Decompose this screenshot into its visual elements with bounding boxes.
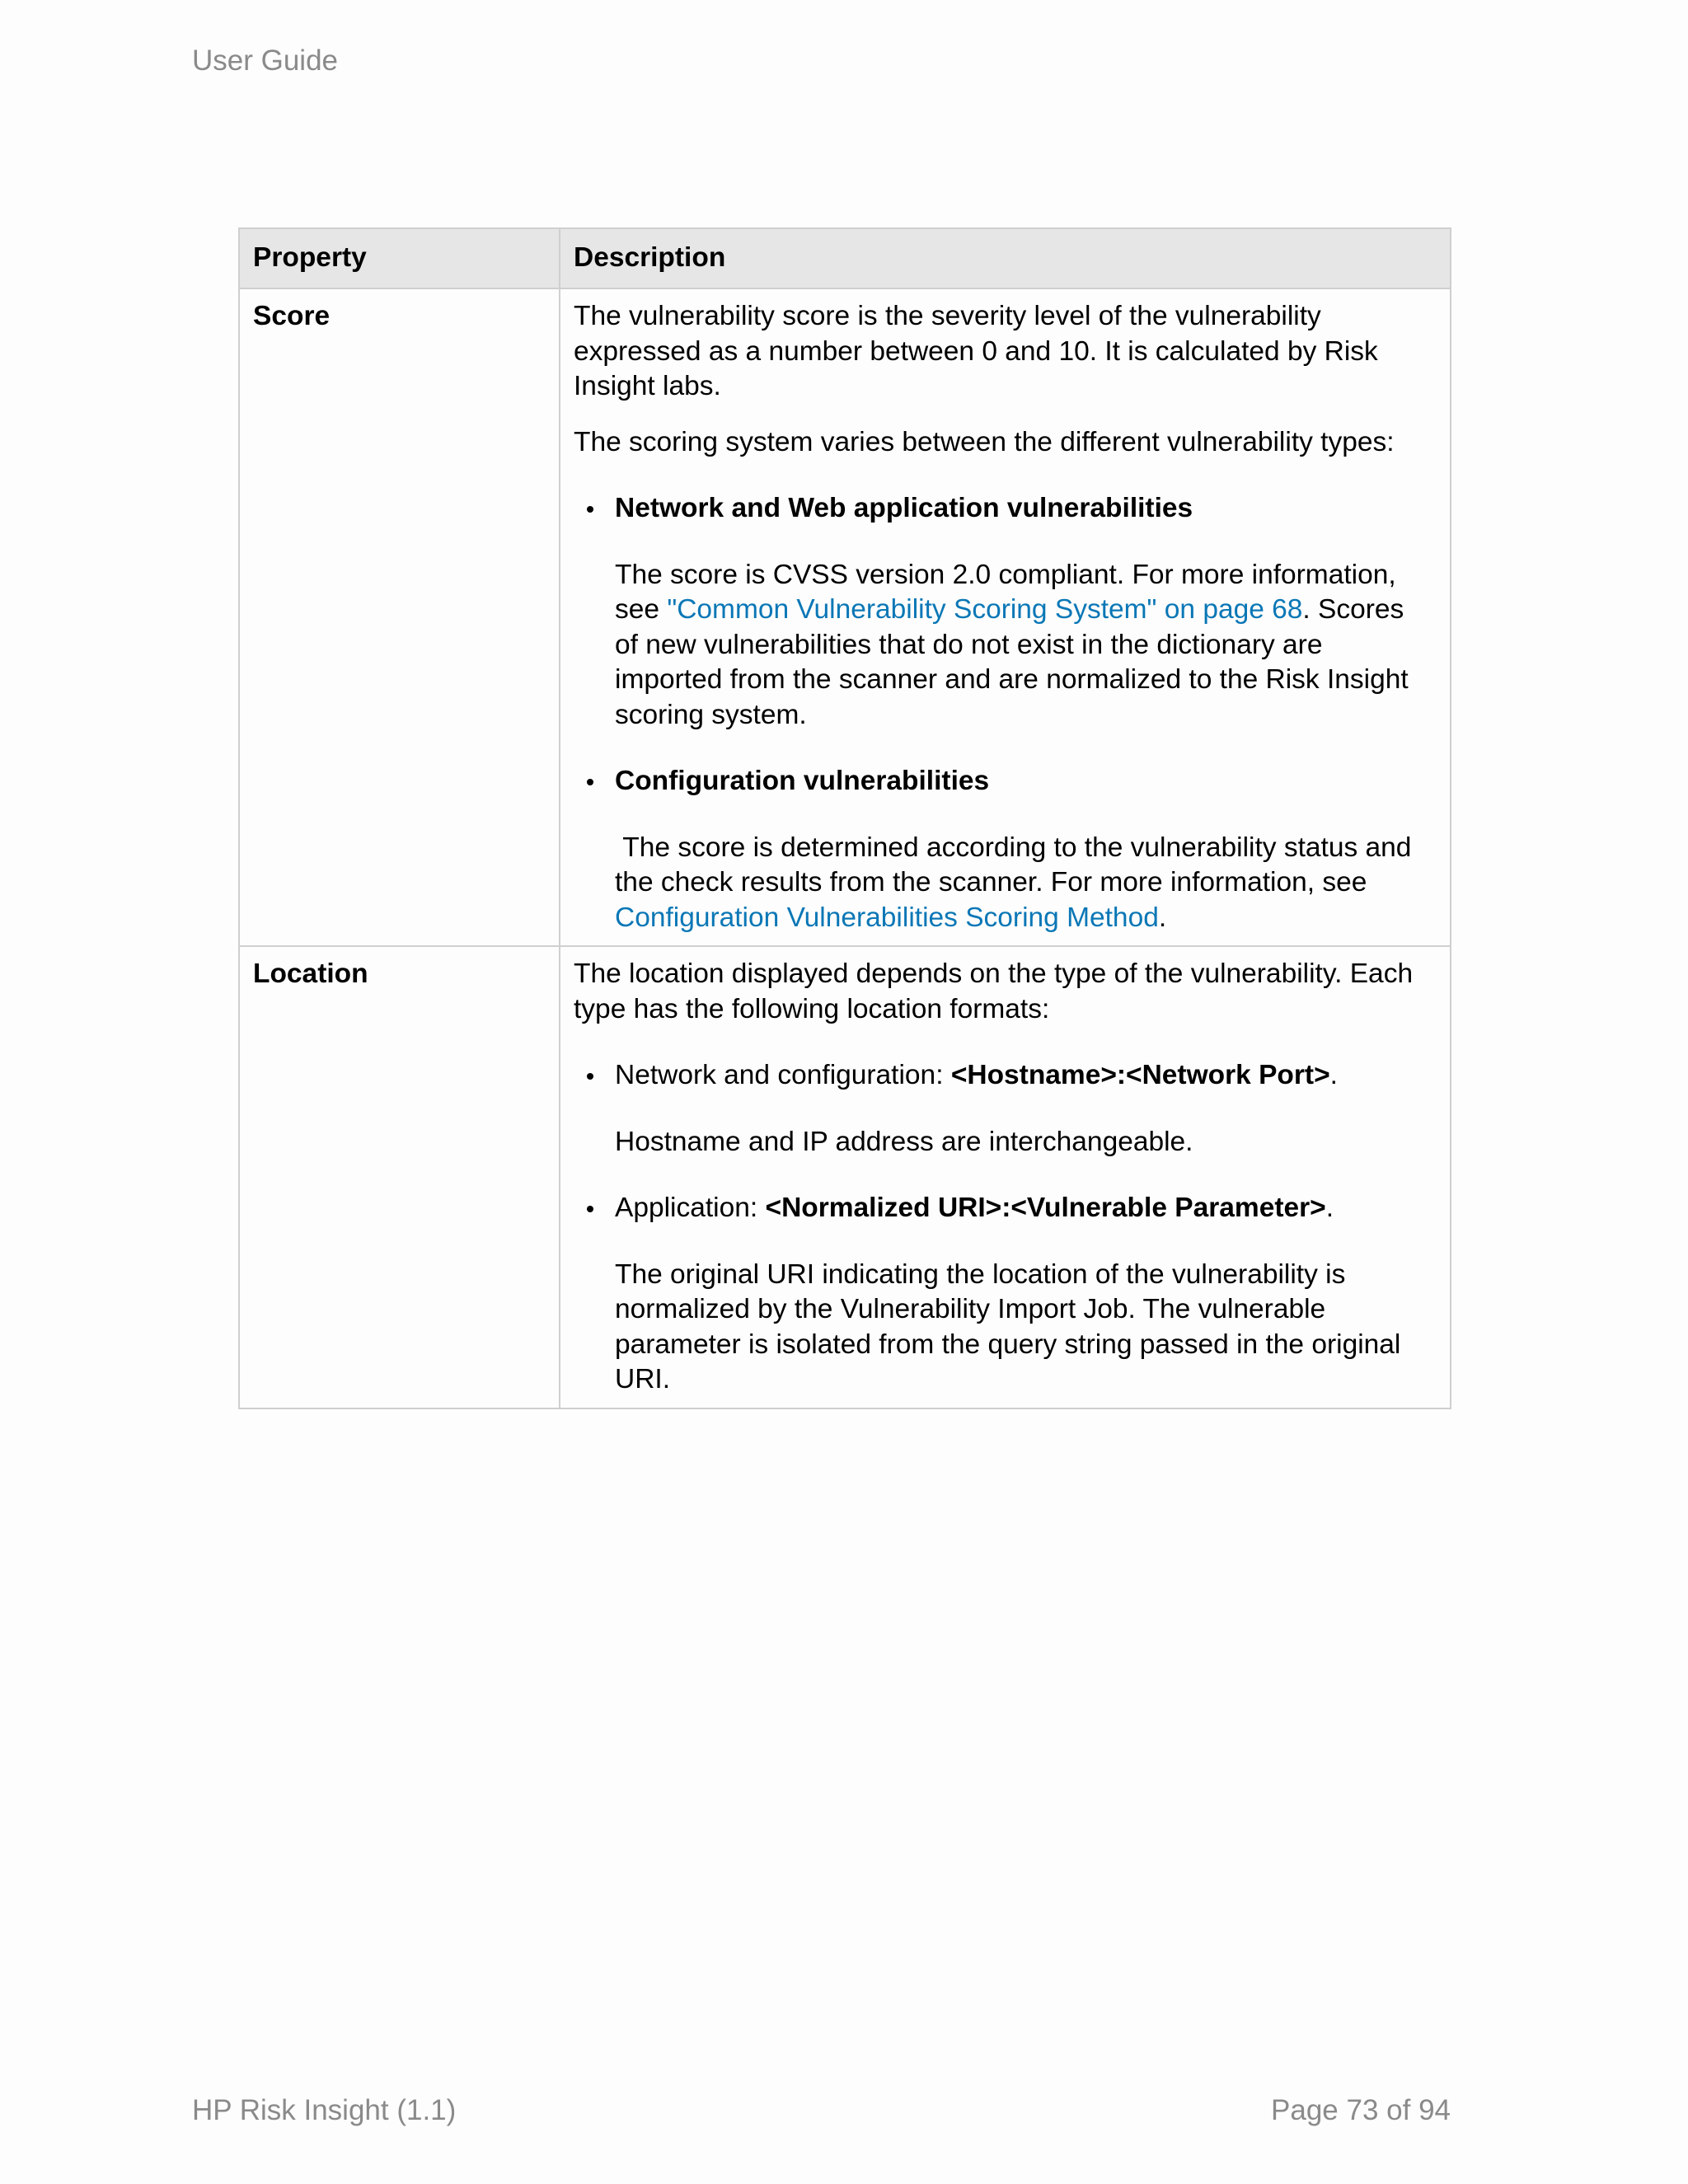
text-segment: The score is CVSS version 2.0 compliant. For more information, see xyxy=(615,559,1396,625)
table-row-score xyxy=(239,288,1451,946)
text-segment: . xyxy=(1158,902,1167,933)
list-item xyxy=(574,764,1432,799)
bullet-icon xyxy=(587,506,593,513)
table-row-location xyxy=(239,946,1451,1408)
score-intro: The vulnerability score is the severity level of the vulnerability expressed as a number between 0 and 10. It is calculated by Risk Insight labs. xyxy=(574,301,1378,401)
running-header: User Guide xyxy=(192,45,339,77)
bullet-heading-configuration: Configuration vulnerabilities xyxy=(615,766,990,796)
property-table xyxy=(238,227,1451,1409)
text-segment: Application: xyxy=(615,1193,766,1223)
text-segment: . Scores of new vulnerabilities that do not exist in the dictionary are imported from the scanner and are normalized to the Risk Insight scoring system. xyxy=(615,594,1409,730)
text-segment: . xyxy=(1329,1060,1338,1090)
list-item xyxy=(574,491,1432,527)
text-segment: . xyxy=(1325,1193,1334,1223)
text-segment: The score is determined according to the vulnerability status and the check results from the scanner. For more information, see xyxy=(615,832,1412,898)
bullet-icon xyxy=(587,1206,593,1212)
application-location-note: The original URI indicating the location of the vulnerability is normalized by the Vulnerability Import Job. The vulnerable parameter is isolated from the query string passed in the original URI. xyxy=(615,1258,1401,1394)
table-header-row xyxy=(239,228,1451,288)
footer-page-number: Page 73 of 94 xyxy=(1271,2094,1451,2126)
network-location-format: <Hostname>:<Network Port> xyxy=(950,1060,1330,1090)
footer-product: HP Risk Insight (1.1) xyxy=(192,2094,457,2126)
configuration-description xyxy=(574,831,1432,936)
bullet-heading-network-web: Network and Web application vulnerabilities xyxy=(615,493,1193,523)
network-location-note: Hostname and IP address are interchangeable. xyxy=(615,1126,1193,1157)
application-location-format: <Normalized URI>:<Vulnerable Parameter> xyxy=(765,1193,1326,1223)
list-item xyxy=(574,1191,1432,1226)
text-segment: Network and configuration: xyxy=(615,1060,951,1090)
list-item xyxy=(574,1058,1432,1094)
description-location xyxy=(560,946,1451,1408)
column-header-description: Description xyxy=(560,228,1451,288)
network-web-description xyxy=(574,558,1432,733)
bullet-icon xyxy=(587,779,593,785)
score-types-intro: The scoring system varies between the different vulnerability types: xyxy=(574,426,1395,457)
location-intro: The location displayed depends on the type of the vulnerability. Each type has the following location formats: xyxy=(574,958,1414,1024)
property-location: Location xyxy=(239,946,560,1408)
config-scoring-link[interactable]: Configuration Vulnerabilities Scoring Method xyxy=(615,902,1159,933)
bullet-icon xyxy=(587,1073,593,1080)
description-score xyxy=(560,288,1451,946)
cvss-link[interactable]: "Common Vulnerability Scoring System" on page 68 xyxy=(667,594,1303,625)
column-header-property: Property xyxy=(239,228,560,288)
property-score: Score xyxy=(239,288,560,946)
